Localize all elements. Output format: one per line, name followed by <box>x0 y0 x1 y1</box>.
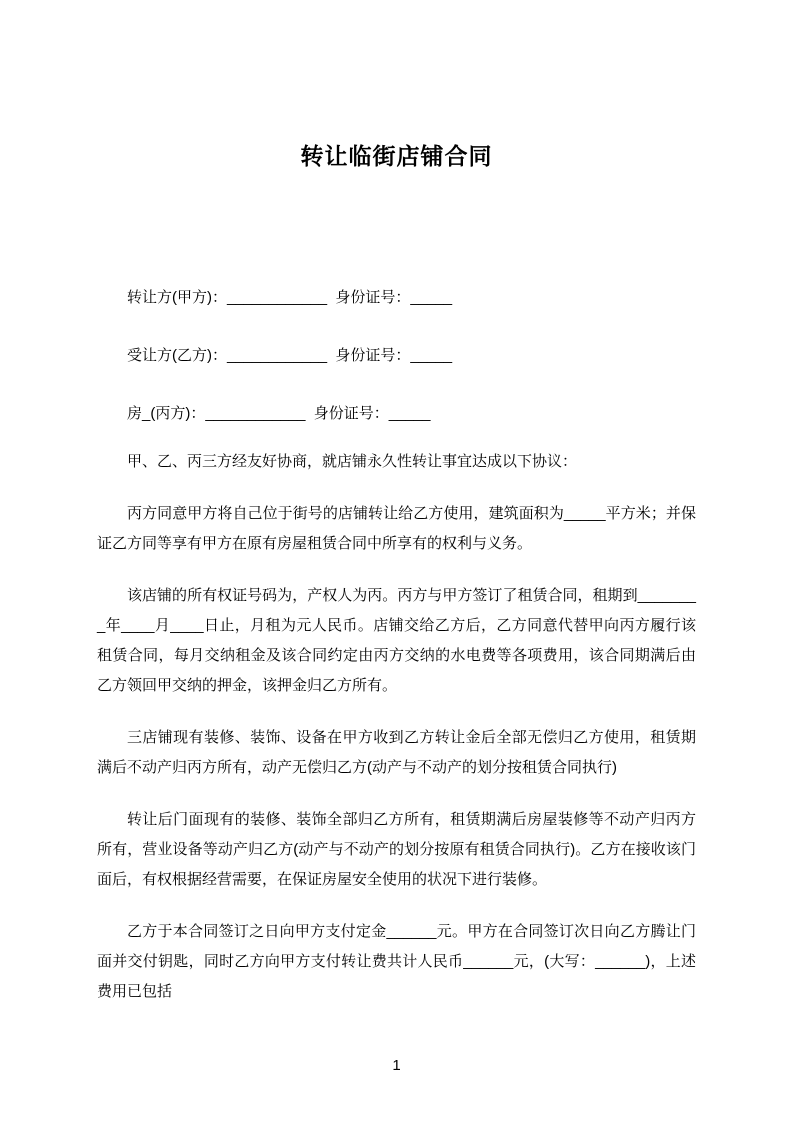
document-title: 转让临街店铺合同 <box>300 143 493 169</box>
paragraph-decoration-ownership: 转让后门面现有的装修、装饰全部归乙方所有，租赁期满后房屋装修等不动产归丙方所有，营业设备等动产归乙方(动产与不动产的划分按原有租赁合同执行)。乙方在接收该门面后，有权根据经营需要，在保证房屋安全使用的状况下进行装修。 <box>97 811 696 888</box>
paragraph-agreement-intro: 甲、乙、丙三方经友好协商，就店铺永久性转让事宜达成以下协议： <box>127 453 578 470</box>
page-number: 1 <box>392 1057 401 1074</box>
party-line-transferee: 受让方(乙方)：____________ 身份证号：_____ <box>127 347 453 364</box>
paragraph-lease-terms: 该店铺的所有权证号码为，产权人为丙。丙方与甲方签订了租赁合同，租期到________年____月____日止，月租为元人民币。店铺交给乙方后，乙方同意代替甲向丙方履行该租赁合同，每月交纳租金及该合同约定由丙方交纳的水电费等各项费用，该合同期满后由乙方领回甲交纳的押金，该押金归乙方所有。 <box>97 587 696 694</box>
paragraph-payment-terms: 乙方于本合同签订之日向甲方支付定金______元。甲方在合同签订次日向乙方腾让门面并交付钥匙，同时乙方向甲方支付转让费共计人民币______元，(大写：______)，上述费用已包括 <box>97 923 696 1000</box>
paragraph-fixtures-equipment: 三店铺现有装修、装饰、设备在甲方收到乙方转让金后全部无偿归乙方使用，租赁期满后不动产归丙方所有，动产无偿归乙方(动产与不动产的划分按租赁合同执行) <box>97 729 696 776</box>
party-line-transferor: 转让方(甲方)：____________ 身份证号：_____ <box>127 289 453 306</box>
paragraph-transfer-consent: 丙方同意甲方将自己位于街号的店铺转让给乙方使用，建筑面积为_____平方米；并保证乙方同等享有甲方在原有房屋租赁合同中所享有的权利与义务。 <box>97 505 696 552</box>
party-lines <box>97 283 696 429</box>
party-line-landlord: 房_(丙方)：____________ 身份证号：_____ <box>127 405 431 422</box>
